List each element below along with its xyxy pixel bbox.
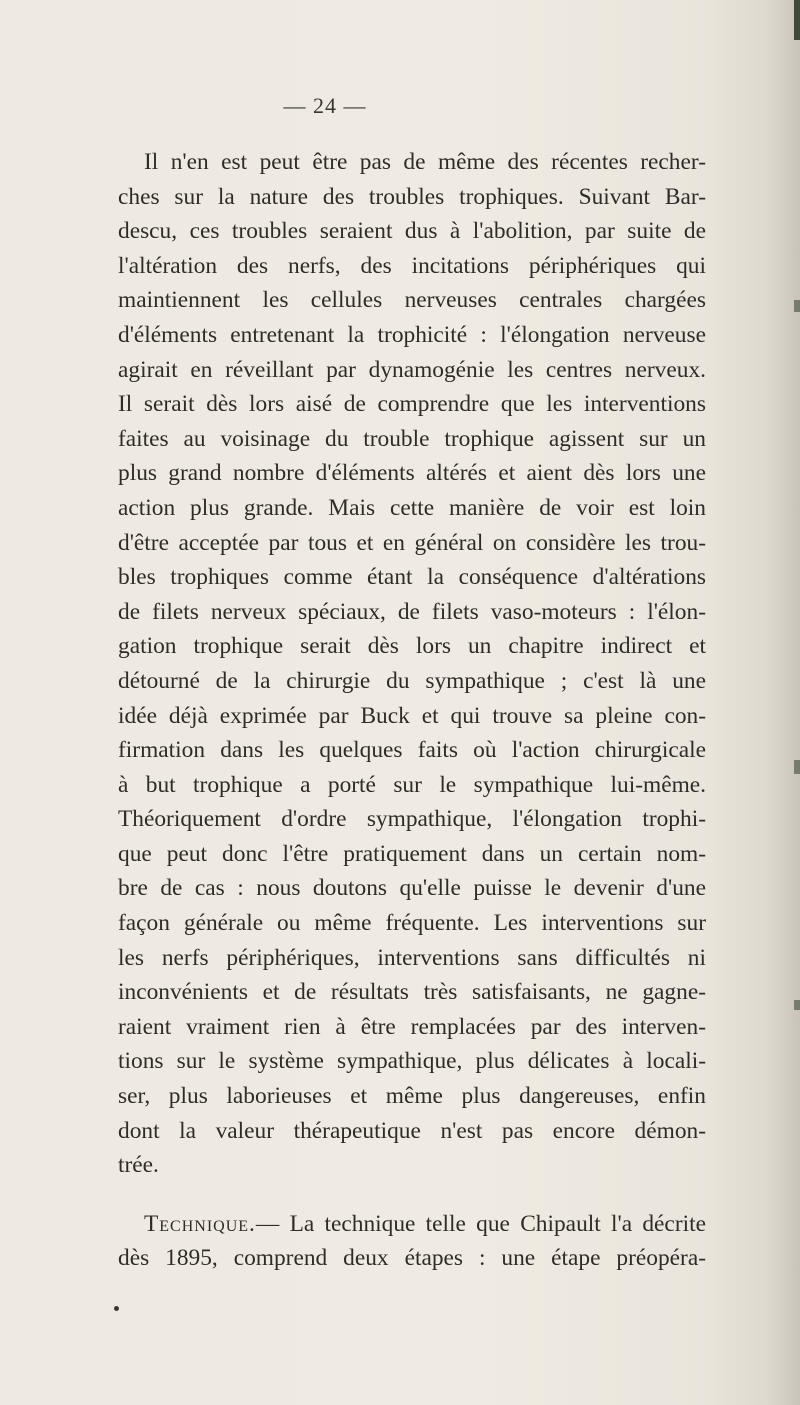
text-line: inconvénients et de résultats très satisfaisants, ne gagne- — [118, 979, 706, 1006]
section-heading-line — [118, 1207, 706, 1242]
text-line: l'altération des nerfs, des incitations périphériques qui — [118, 252, 706, 279]
text-line: que peut donc l'être pratiquement dans un certain nom- — [118, 840, 706, 867]
section-heading: Technique. — [144, 1210, 256, 1237]
page-edge-mark — [794, 0, 800, 40]
text-line: trée. — [118, 1152, 159, 1179]
text-line: de filets nerveux spéciaux, de filets vaso-moteurs : l'élon- — [118, 598, 706, 625]
text-line: gation trophique serait dès lors un chapitre indirect et — [118, 633, 706, 660]
text-line: ser, plus laborieuses et même plus dangereuses, enfin — [118, 1083, 706, 1110]
text-line: dont la valeur thérapeutique n'est pas encore démon- — [118, 1117, 706, 1144]
text-line: maintiennent les cellules nerveuses centrales chargées — [118, 287, 706, 314]
text-line: d'être acceptée par tous et en général on considère les trou- — [118, 529, 706, 556]
text-line: Théoriquement d'ordre sympathique, l'élongation trophi- — [118, 806, 706, 833]
text-line: détourné de la chirurgie du sympathique ; c'est là une — [118, 667, 706, 694]
text-line: idée déjà exprimée par Buck et qui trouve sa pleine con- — [118, 702, 706, 729]
text-line: Il n'en est peut être pas de même des récentes recher- — [144, 149, 706, 175]
page-number: — 24 — — [283, 93, 367, 118]
ink-speck — [114, 1306, 119, 1311]
text-line: bles trophiques comme étant la conséquence d'altérations — [118, 564, 706, 591]
page-edge-mark — [794, 300, 800, 312]
text-line: à but trophique a porté sur le sympathique lui-même. — [118, 771, 706, 798]
text-line: action plus grande. Mais cette manière de voir est loin — [118, 494, 706, 521]
text-line: ches sur la nature des troubles trophiques. Suivant Bar- — [118, 183, 706, 210]
text-line: Il serait dès lors aisé de comprendre que les interventions — [118, 391, 706, 418]
page-edge-mark — [794, 760, 800, 774]
text-line: raient vraiment rien à être remplacées par des interven- — [118, 1013, 706, 1040]
text-line: tions sur le système sympathique, plus délicates à locali- — [118, 1048, 706, 1075]
text-line: descu, ces troubles seraient dus à l'abolition, par suite de — [118, 218, 706, 245]
text-line: plus grand nombre d'éléments altérés et aient dès lors une — [118, 460, 706, 487]
text-line: façon générale ou même fréquente. Les interventions sur — [118, 910, 706, 937]
text-line: dès 1895, comprend deux étapes : une étape préopéra- — [118, 1245, 706, 1272]
text-line: agirait en réveillant par dynamogénie les centres nerveux. — [118, 356, 706, 383]
page-edge-mark — [794, 1000, 800, 1010]
text-line: bre de cas : nous doutons qu'elle puisse le devenir d'une — [118, 875, 706, 902]
heading-dash: — — [255, 1210, 280, 1237]
body-text — [118, 145, 706, 1276]
text-line-fragment: La technique telle que Chipault l'a décrite — [289, 1210, 706, 1237]
text-line: les nerfs périphériques, interventions sans difficultés ni — [118, 944, 706, 971]
paragraph-gap — [118, 1183, 706, 1207]
text-line: firmation dans les quelques faits où l'action chirurgicale — [118, 737, 706, 764]
text-line: d'éléments entretenant la trophicité : l'élongation nerveuse — [118, 321, 706, 348]
text-line: faites au voisinage du trouble trophique agissent sur un — [118, 425, 706, 452]
